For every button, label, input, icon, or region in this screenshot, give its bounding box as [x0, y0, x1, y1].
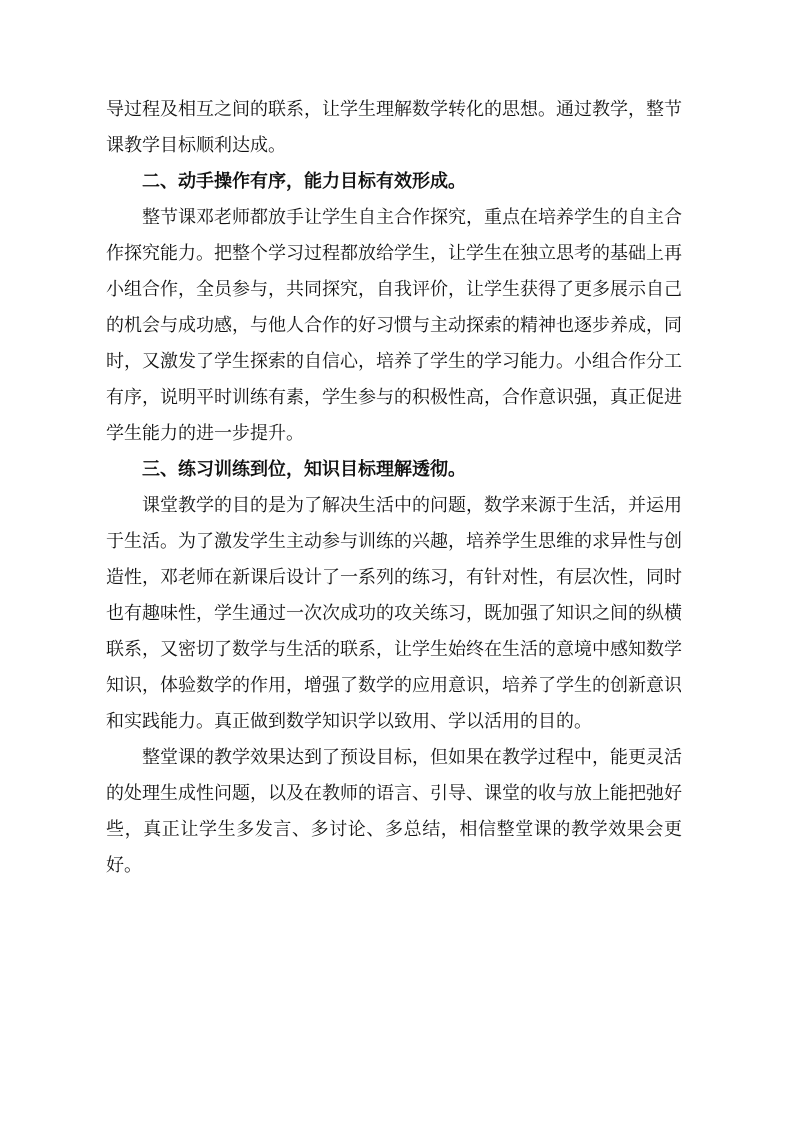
paragraph-practice: 课堂教学的目的是为了解决生活中的问题，数学来源于生活，并运用于生活。为了激发学生主动参与训练的兴趣，培养学生思维的求异性与创造性，邓老师在新课后设计了一系列的练习，有针对性，有层次性，同时也有趣味性，学生通过一次次成功的攻关练习，既加强了知识之间的纵横联系，又密切了数学与生活的联系，让学生始终在生活的意境中感知数学知识，体验数学的作用，增强了数学的应用意识，培养了学生的创新意识和实践能力。真正做到数学知识学以致用、学以活用的目的。: [106, 495, 682, 732]
paragraph-conclusion: 整堂课的教学效果达到了预设目标，但如果在教学过程中，能更灵活的处理生成性问题，以及在教师的语言、引导、课堂的收与放上能把弛好些，真正让学生多发言、多讨论、多总结，相信整堂课的教学效果会更好。: [106, 747, 682, 876]
document-body: [106, 92, 682, 884]
section-heading-2: 二、动手操作有序，能力目标有效形成。: [142, 171, 466, 192]
paragraph-ability-goal: 整节课邓老师都放手让学生自主合作探究，重点在培养学生的自主合作探究能力。把整个学习过程都放给学生，让学生在独立思考的基础上再小组合作，全员参与，共同探究，自我评价，让学生获得了更多展示自己的机会与成功感，与他人合作的好习惯与主动探索的精神也逐步养成，同时，又激发了学生探索的自信心，培养了学生的学习能力。小组合作分工有序，说明平时训练有素，学生参与的积极性高，合作意识强，真正促进学生能力的进一步提升。: [106, 207, 682, 444]
section-heading-3: 三、练习训练到位，知识目标理解透彻。: [142, 459, 466, 480]
paragraph-continuation: 导过程及相互之间的联系，让学生理解数学转化的思想。通过教学，整节课教学目标顺利达成。: [106, 99, 682, 156]
